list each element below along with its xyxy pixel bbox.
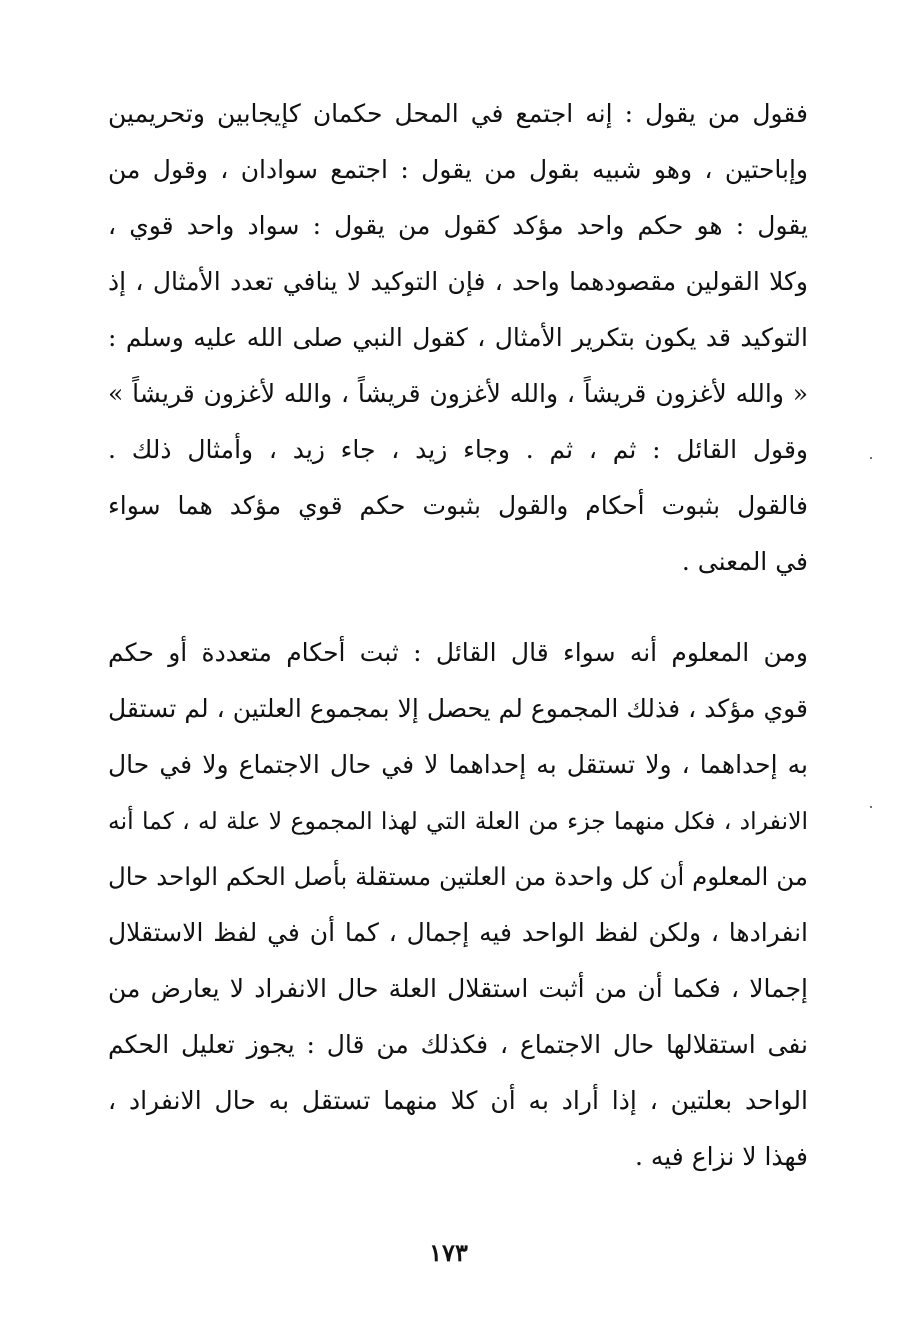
text-line: ومن المعلوم أنه سواء قال القائل : ثبت أحكام متعددة أو حكم — [108, 638, 808, 667]
paragraph-1 — [108, 86, 808, 590]
text-line: في المعنى . — [681, 547, 808, 576]
text-line: وكلا القولين مقصودهما واحد ، فإن التوكيد لا ينافي تعدد الأمثال ، إذ — [108, 267, 808, 296]
text-line: يقول : هو حكم واحد مؤكد كقول من يقول : سواد واحد قوي ، — [108, 211, 808, 240]
text-line: وإباحتين ، وهو شبيه بقول من يقول : اجتمع سوادان ، وقول من — [108, 155, 808, 184]
text-line: إجمالا ، فكما أن من أثبت استقلال العلة حال الانفراد لا يعارض من — [108, 974, 808, 1003]
text-line: فقول من يقول : إنه اجتمع في المحل حكمان كإيجابين وتحريمين — [108, 99, 808, 128]
text-line: انفرادها ، ولكن لفظ الواحد فيه إجمال ، كما أن في لفظ الاستقلال — [108, 918, 808, 947]
scan-speck — [870, 806, 872, 808]
text-line: وقول القائل : ثم ، ثم . وجاء زيد ، جاء زيد ، وأمثال ذلك . — [108, 435, 808, 464]
text-line: الواحد بعلتين ، إذا أراد به أن كلا منهما تستقل به حال الانفراد ، — [108, 1086, 808, 1115]
text-line: فهذا لا نزاع فيه . — [634, 1142, 808, 1171]
text-line: من المعلوم أن كل واحدة من العلتين مستقلة بأصل الحكم الواحد حال — [108, 862, 808, 891]
paragraph-2 — [108, 625, 808, 1185]
text-line: قوي مؤكد ، فذلك المجموع لم يحصل إلا بمجموع العلتين ، لم تستقل — [108, 694, 808, 723]
text-line: « والله لأغزون قريشاً ، والله لأغزون قريشاً ، والله لأغزون قريشاً » — [108, 379, 808, 408]
scan-speck — [870, 457, 872, 459]
page-number: ١٧٣ — [429, 1238, 468, 1267]
text-line: نفى استقلالها حال الاجتماع ، فكذلك من قال : يجوز تعليل الحكم — [108, 1030, 808, 1059]
text-line: به إحداهما ، ولا تستقل به إحداهما لا في حال الاجتماع ولا في حال — [108, 750, 808, 779]
text-line: التوكيد قد يكون بتكرير الأمثال ، كقول النبي صلى الله عليه وسلم : — [108, 323, 808, 352]
text-line: فالقول بثبوت أحكام والقول بثبوت حكم قوي مؤكد هما سواء — [108, 491, 808, 520]
text-line: الانفراد ، فكل منهما جزء من العلة التي لهذا المجموع لا علة له ، كما أنه — [108, 807, 808, 835]
